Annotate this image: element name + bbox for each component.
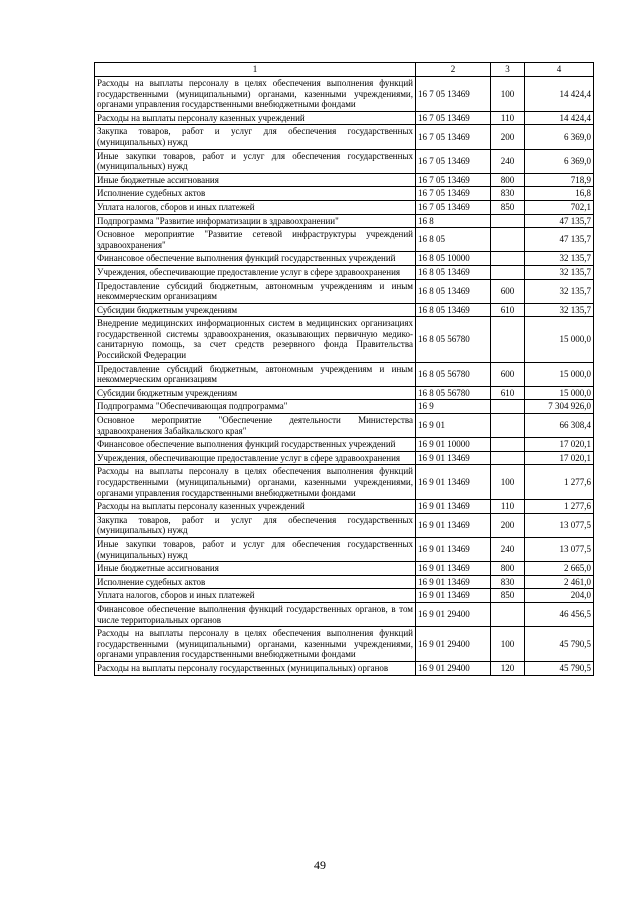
table-row — [95, 228, 594, 252]
header-col-3: 3 — [491, 63, 525, 77]
row-amount-cell: 204,0 — [525, 589, 594, 603]
table-row — [95, 200, 594, 214]
row-code-cell: 16 9 01 13469 — [416, 589, 491, 603]
row-code-cell: 16 9 01 13469 — [416, 513, 491, 537]
row-code-cell: 16 7 05 13469 — [416, 173, 491, 187]
table-row — [95, 451, 594, 465]
row-amount-cell: 32 135,7 — [525, 279, 594, 303]
row-code-cell: 16 8 05 — [416, 228, 491, 252]
row-code-cell: 16 9 01 29400 — [416, 602, 491, 626]
row-code-cell: 16 7 05 13469 — [416, 111, 491, 125]
row-name-cell: Уплата налогов, сборов и иных платежей — [95, 200, 416, 214]
row-name-cell: Иные бюджетные ассигнования — [95, 173, 416, 187]
row-name-cell: Финансовое обеспечение выполнения функций государственных учреждений — [95, 438, 416, 452]
row-code-cell: 16 7 05 13469 — [416, 149, 491, 173]
row-amount-cell: 14 424,4 — [525, 111, 594, 125]
row-name-cell: Подпрограмма "Развитие информатизации в здравоохранении" — [95, 214, 416, 228]
row-amount-cell: 66 308,4 — [525, 414, 594, 438]
table-row — [95, 400, 594, 414]
row-amount-cell: 13 077,5 — [525, 513, 594, 537]
row-name-cell: Закупка товаров, работ и услуг для обеспечения государственных (муниципальных) нужд — [95, 513, 416, 537]
row-vr-cell: 800 — [491, 173, 525, 187]
row-name-cell: Основное мероприятие "Обеспечение деятельности Министерства здравоохранения Забайкальского края" — [95, 414, 416, 438]
row-name-cell: Финансовое обеспечение выполнения функций государственных органов, в том числе территориальных органов — [95, 602, 416, 626]
row-amount-cell: 15 000,0 — [525, 362, 594, 386]
row-amount-cell: 32 135,7 — [525, 265, 594, 279]
row-code-cell: 16 9 01 13469 — [416, 500, 491, 514]
header-col-1: 1 — [95, 63, 416, 77]
row-vr-cell: 610 — [491, 386, 525, 400]
row-code-cell: 16 7 05 13469 — [416, 77, 491, 112]
row-vr-cell: 830 — [491, 187, 525, 201]
row-amount-cell: 1 277,6 — [525, 500, 594, 514]
table-row — [95, 173, 594, 187]
row-name-cell: Внедрение медицинских информационных систем в медицинских организациях государственной системы здравоохранения, оказывающих первичную медико-санитарную помощь, за счет средств резервного фонда Правительства Российской Федерации — [95, 317, 416, 362]
row-code-cell: 16 9 — [416, 400, 491, 414]
table-row — [95, 252, 594, 266]
row-vr-cell: 240 — [491, 537, 525, 561]
table-row — [95, 602, 594, 626]
table-row — [95, 265, 594, 279]
row-vr-cell: 850 — [491, 200, 525, 214]
row-amount-cell: 14 424,4 — [525, 77, 594, 112]
table-row — [95, 125, 594, 149]
row-name-cell: Иные закупки товаров, работ и услуг для обеспечения государственных (муниципальных) нужд — [95, 149, 416, 173]
table-row — [95, 187, 594, 201]
row-name-cell: Расходы на выплаты персоналу в целях обеспечения выполнения функций государственными (муниципальными) органами, казенными учреждениями, органами управления государственными внебюджетными фондами — [95, 77, 416, 112]
row-amount-cell: 2 665,0 — [525, 562, 594, 576]
row-vr-cell — [491, 265, 525, 279]
row-vr-cell: 100 — [491, 627, 525, 662]
row-code-cell: 16 7 05 13469 — [416, 200, 491, 214]
row-code-cell: 16 9 01 13469 — [416, 537, 491, 561]
row-name-cell: Основное мероприятие "Развитие сетевой инфраструктуры учреждений здравоохранения" — [95, 228, 416, 252]
table-row — [95, 661, 594, 675]
row-amount-cell: 1 277,6 — [525, 465, 594, 500]
row-code-cell: 16 8 05 56780 — [416, 386, 491, 400]
table-row — [95, 303, 594, 317]
row-vr-cell: 830 — [491, 575, 525, 589]
row-code-cell: 16 9 01 — [416, 414, 491, 438]
row-vr-cell — [491, 414, 525, 438]
row-vr-cell: 110 — [491, 500, 525, 514]
table-header — [95, 63, 594, 77]
row-name-cell: Исполнение судебных актов — [95, 575, 416, 589]
table-body — [95, 77, 594, 676]
row-code-cell: 16 9 01 29400 — [416, 661, 491, 675]
row-amount-cell: 6 369,0 — [525, 149, 594, 173]
row-vr-cell: 610 — [491, 303, 525, 317]
row-vr-cell — [491, 400, 525, 414]
table-row — [95, 214, 594, 228]
row-amount-cell: 47 135,7 — [525, 214, 594, 228]
row-vr-cell — [491, 228, 525, 252]
row-amount-cell: 32 135,7 — [525, 252, 594, 266]
row-amount-cell: 15 000,0 — [525, 317, 594, 362]
row-name-cell: Закупка товаров, работ и услуг для обеспечения государственных (муниципальных) нужд — [95, 125, 416, 149]
table-row — [95, 317, 594, 362]
row-vr-cell: 800 — [491, 562, 525, 576]
row-vr-cell — [491, 317, 525, 362]
budget-table — [94, 62, 594, 676]
row-code-cell: 16 9 01 29400 — [416, 627, 491, 662]
row-name-cell: Финансовое обеспечение выполнения функций государственных учреждений — [95, 252, 416, 266]
header-row — [95, 63, 594, 77]
row-vr-cell — [491, 602, 525, 626]
row-vr-cell — [491, 451, 525, 465]
header-col-4: 4 — [525, 63, 594, 77]
row-code-cell: 16 8 05 56780 — [416, 362, 491, 386]
row-amount-cell: 15 000,0 — [525, 386, 594, 400]
row-amount-cell: 702,1 — [525, 200, 594, 214]
row-name-cell: Уплата налогов, сборов и иных платежей — [95, 589, 416, 603]
row-vr-cell: 120 — [491, 661, 525, 675]
table-row — [95, 465, 594, 500]
row-code-cell: 16 9 01 13469 — [416, 465, 491, 500]
row-code-cell: 16 9 01 10000 — [416, 438, 491, 452]
row-name-cell: Субсидии бюджетным учреждениям — [95, 303, 416, 317]
header-col-2: 2 — [416, 63, 491, 77]
row-name-cell: Подпрограмма "Обеспечивающая подпрограмма" — [95, 400, 416, 414]
table-row — [95, 627, 594, 662]
table-row — [95, 149, 594, 173]
row-name-cell: Субсидии бюджетным учреждениям — [95, 386, 416, 400]
row-amount-cell: 13 077,5 — [525, 537, 594, 561]
table-row — [95, 575, 594, 589]
table-row — [95, 589, 594, 603]
row-amount-cell: 16,8 — [525, 187, 594, 201]
row-code-cell: 16 8 05 13469 — [416, 279, 491, 303]
row-name-cell: Предоставление субсидий бюджетным, автономным учреждениям и иным некоммерческим организациям — [95, 279, 416, 303]
row-name-cell: Исполнение судебных актов — [95, 187, 416, 201]
page-number: 49 — [314, 858, 326, 872]
row-code-cell: 16 9 01 13469 — [416, 562, 491, 576]
row-code-cell: 16 8 05 10000 — [416, 252, 491, 266]
row-vr-cell: 100 — [491, 77, 525, 112]
row-name-cell: Расходы на выплаты персоналу государственных (муниципальных) органов — [95, 661, 416, 675]
table-row — [95, 414, 594, 438]
row-amount-cell: 2 461,0 — [525, 575, 594, 589]
row-code-cell: 16 8 05 56780 — [416, 317, 491, 362]
row-name-cell: Учреждения, обеспечивающие предоставление услуг в сфере здравоохранения — [95, 451, 416, 465]
row-vr-cell — [491, 438, 525, 452]
row-amount-cell: 718,9 — [525, 173, 594, 187]
table-row — [95, 77, 594, 112]
row-name-cell: Иные закупки товаров, работ и услуг для обеспечения государственных (муниципальных) нужд — [95, 537, 416, 561]
row-name-cell: Учреждения, обеспечивающие предоставление услуг в сфере здравоохранения — [95, 265, 416, 279]
table-row — [95, 537, 594, 561]
row-vr-cell: 600 — [491, 279, 525, 303]
row-amount-cell: 45 790,5 — [525, 627, 594, 662]
row-vr-cell: 240 — [491, 149, 525, 173]
row-amount-cell: 45 790,5 — [525, 661, 594, 675]
table-row — [95, 362, 594, 386]
table-row — [95, 279, 594, 303]
row-name-cell: Иные бюджетные ассигнования — [95, 562, 416, 576]
row-code-cell: 16 9 01 13469 — [416, 575, 491, 589]
row-vr-cell: 200 — [491, 125, 525, 149]
row-name-cell: Предоставление субсидий бюджетным, автономным учреждениям и иным некоммерческим организациям — [95, 362, 416, 386]
row-code-cell: 16 9 01 13469 — [416, 451, 491, 465]
row-amount-cell: 47 135,7 — [525, 228, 594, 252]
table-row — [95, 513, 594, 537]
row-amount-cell: 7 304 926,0 — [525, 400, 594, 414]
table-row — [95, 562, 594, 576]
row-code-cell: 16 8 — [416, 214, 491, 228]
row-amount-cell: 46 456,5 — [525, 602, 594, 626]
row-code-cell: 16 7 05 13469 — [416, 125, 491, 149]
row-code-cell: 16 7 05 13469 — [416, 187, 491, 201]
row-amount-cell: 32 135,7 — [525, 303, 594, 317]
row-vr-cell: 100 — [491, 465, 525, 500]
row-vr-cell — [491, 252, 525, 266]
row-name-cell: Расходы на выплаты персоналу казенных учреждений — [95, 111, 416, 125]
table-row — [95, 386, 594, 400]
table-row — [95, 500, 594, 514]
row-vr-cell: 600 — [491, 362, 525, 386]
row-code-cell: 16 8 05 13469 — [416, 265, 491, 279]
row-vr-cell: 850 — [491, 589, 525, 603]
row-name-cell: Расходы на выплаты персоналу казенных учреждений — [95, 500, 416, 514]
row-vr-cell: 200 — [491, 513, 525, 537]
row-amount-cell: 17 020,1 — [525, 438, 594, 452]
row-amount-cell: 17 020,1 — [525, 451, 594, 465]
table-row — [95, 111, 594, 125]
row-amount-cell: 6 369,0 — [525, 125, 594, 149]
row-name-cell: Расходы на выплаты персоналу в целях обеспечения выполнения функций государственными (муниципальными) органами, казенными учреждениями, органами управления государственными внебюджетными фондами — [95, 465, 416, 500]
row-name-cell: Расходы на выплаты персоналу в целях обеспечения выполнения функций государственными (муниципальными) органами, казенными учреждениями, органами управления государственными внебюджетными фондами — [95, 627, 416, 662]
row-code-cell: 16 8 05 13469 — [416, 303, 491, 317]
table-row — [95, 438, 594, 452]
row-vr-cell — [491, 214, 525, 228]
row-vr-cell: 110 — [491, 111, 525, 125]
